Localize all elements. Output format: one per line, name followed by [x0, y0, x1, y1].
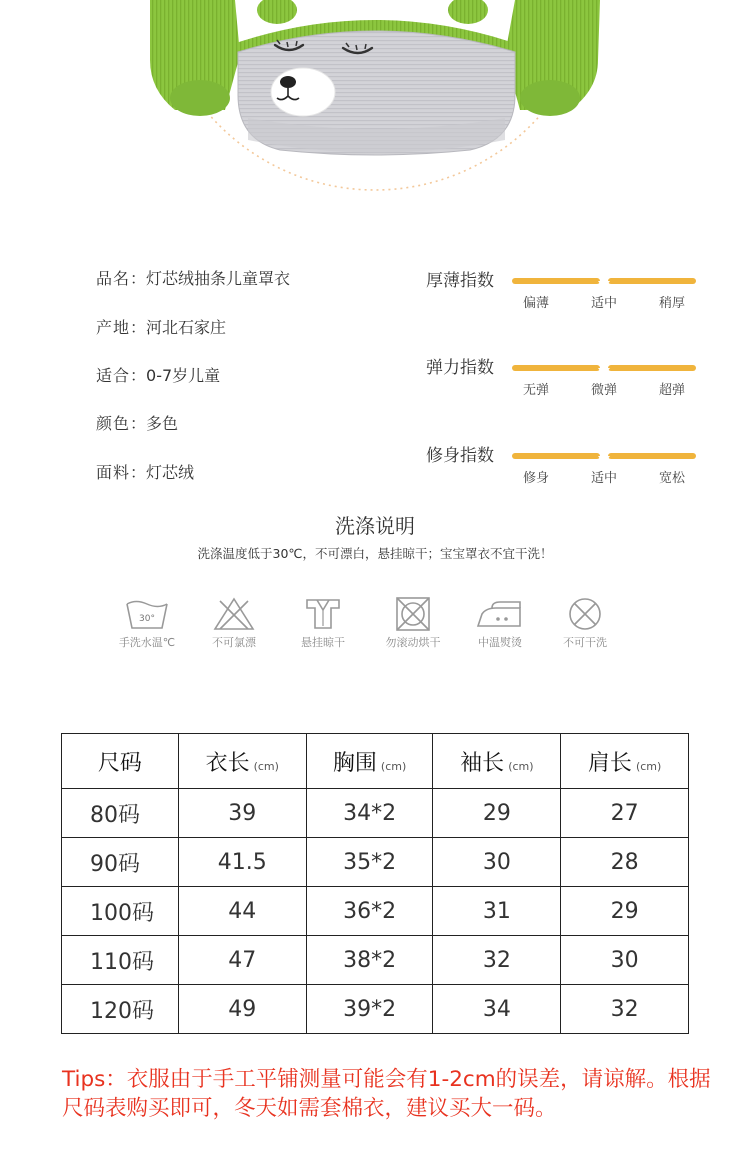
care-no-tumble-dry: 勿滚动烘干: [368, 596, 458, 650]
index-title: 弹力指数: [426, 358, 494, 378]
table-row: 120码 49 39*2 34 32: [62, 985, 689, 1034]
product-photo: [0, 0, 750, 215]
header-sleeve: 袖长 (cm): [433, 734, 561, 789]
care-hang-dry: 悬挂晾干: [278, 596, 368, 650]
iron-medium-icon: [474, 596, 526, 632]
table-row: 100码 44 36*2 31 29: [62, 887, 689, 936]
table-row: 110码 47 38*2 32 30: [62, 936, 689, 985]
index-bar: [512, 278, 696, 284]
no-tumble-dry-icon: [391, 596, 435, 632]
header-length: 衣长 (cm): [178, 734, 306, 789]
no-dry-clean-icon: [563, 596, 607, 632]
index-bar: [512, 453, 696, 459]
info-name: 品名：灯芯绒抽条儿童罩衣: [96, 269, 291, 288]
tips-text: Tips：衣服由于手工平铺测量可能会有1-2cm的误差，请谅解。根据尺码表购买即可，冬天如需套棉衣，建议买大一码。: [62, 1067, 711, 1121]
care-no-dry-clean: 不可干洗: [540, 596, 630, 650]
info-suitable: 适合：0-7岁儿童: [96, 366, 221, 385]
table-header-row: [62, 734, 689, 789]
care-no-bleach: 不可氯漂: [189, 596, 279, 650]
header-shoulder: 肩长 (cm): [561, 734, 689, 789]
header-chest: 胸围 (cm): [306, 734, 433, 789]
fit-index: 修身指数 修身 适中 宽松: [426, 441, 706, 501]
hand-wash-icon: [124, 596, 170, 632]
header-size: 尺码: [62, 734, 179, 789]
index-marker-icon: [598, 281, 610, 291]
index-title: 厚薄指数: [426, 271, 494, 291]
index-bar: [512, 365, 696, 371]
info-color: 颜色：多色: [96, 414, 179, 433]
wash-subtitle: 洗涤温度低于30℃，不可漂白，悬挂晾干；宝宝罩衣不宜干洗！: [197, 546, 553, 561]
index-title: 修身指数: [426, 446, 494, 466]
svg-text:30°: 30°: [139, 614, 155, 624]
hang-dry-icon: [301, 596, 345, 632]
table-row: 90码 41.5 35*2 30 28: [62, 838, 689, 887]
size-table: [61, 733, 689, 1034]
table-row: 80码 39 34*2 29 27: [62, 789, 689, 838]
info-origin: 产地：河北石家庄: [96, 318, 227, 337]
index-marker-icon: [598, 456, 610, 466]
info-fabric: 面料：灯芯绒: [96, 463, 195, 482]
care-iron-medium: 中温熨烫: [455, 596, 545, 650]
index-marker-icon: [598, 368, 610, 378]
care-hand-wash: 30° 手洗水温℃: [102, 596, 192, 650]
no-bleach-icon: [212, 596, 256, 632]
elasticity-index: 弹力指数 无弹 微弹 超弹: [426, 353, 706, 413]
thickness-index: 厚薄指数 偏薄 适中 稍厚: [426, 266, 706, 326]
wash-title: 洗涤说明: [335, 514, 415, 538]
